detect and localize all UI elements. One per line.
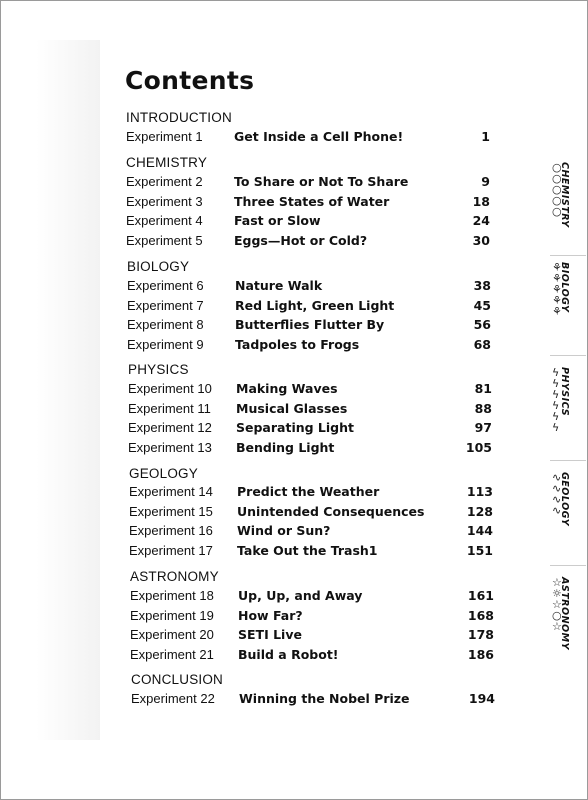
toc-entry [129,484,499,503]
section-heading: ASTRONOMY [130,569,219,584]
toc-entry [128,401,498,420]
tab-chemistry [548,160,588,250]
experiment-title: Red Light, Green Light [235,297,395,313]
experiment-number: Experiment 7 [127,297,204,313]
experiment-title: Musical Glasses [236,400,348,416]
toc-entry [128,440,498,459]
toc-entry [131,691,501,710]
experiment-number: Experiment 12 [128,420,212,436]
experiment-title: Predict the Weather [237,484,380,499]
toc-entry [126,194,496,213]
experiment-title: Separating Light [236,420,354,436]
section-heading: CHEMISTRY [126,155,208,170]
experiment-number: Experiment 16 [129,523,213,539]
tab-label: PHYSICS [559,367,570,417]
experiment-title: How Far? [238,607,303,623]
experiment-title: SETI Live [238,627,302,643]
page-number: 88 [474,400,492,416]
experiment-number: Experiment 17 [129,543,213,559]
experiment-title: Making Waves [236,381,338,396]
experiment-number: Experiment 10 [128,381,212,396]
mountain-icon: ∿∿∿∿ [552,471,562,517]
experiment-number: Experiment 11 [128,400,211,416]
experiment-title: Three States of Water [234,193,390,209]
experiment-title: Winning the Nobel Prize [239,691,410,706]
experiment-title: Butterflies Flutter By [235,317,385,333]
experiment-title: Tadpoles to Frogs [235,337,360,353]
tab-physics [548,365,588,455]
experiment-title: Up, Up, and Away [238,588,363,603]
experiment-number: Experiment 9 [127,337,204,353]
page-number: 128 [466,503,493,519]
tab-divider [550,255,586,256]
experiment-number: Experiment 21 [130,647,214,663]
page-number: 97 [474,420,492,436]
toc-entry [126,174,496,193]
experiment-title: Nature Walk [235,278,323,293]
toc-entry [126,233,496,252]
toc-entry [127,298,497,317]
page-number: 1 [481,129,490,144]
page-number: 194 [468,691,495,706]
toc-entry [126,213,496,232]
molecule-icon: ○○○○○ [552,161,562,218]
section-heading: BIOLOGY [127,259,190,274]
experiment-number: Experiment 3 [126,193,203,209]
tab-label: CHEMISTRY [559,162,570,228]
page-title: Contents [125,66,255,95]
tab-label: GEOLOGY [559,472,570,526]
toc-entry [129,523,499,542]
page-number: 56 [473,317,491,333]
experiment-title: Get Inside a Cell Phone! [234,129,404,144]
toc-entry [130,608,500,627]
section-heading: INTRODUCTION [126,110,232,125]
star-icon: ☆☼☆○☆ [552,576,562,633]
page-number: 151 [466,543,493,559]
toc-entry [126,129,496,148]
page-number: 68 [473,337,491,353]
page-number: 178 [467,627,494,643]
toc-entry [129,504,499,523]
lightning-icon: ϟϟϟϟϟϟ [552,366,560,434]
experiment-number: Experiment 13 [128,440,212,456]
animal-icon: ⚘⚘⚘⚘⚘ [552,261,562,318]
experiment-title: Wind or Sun? [237,523,331,539]
section-heading: CONCLUSION [131,672,224,687]
toc-entry [129,543,499,562]
page-shadow [36,40,100,740]
experiment-number: Experiment 22 [131,691,215,706]
experiment-number: Experiment 8 [127,317,204,333]
experiment-number: Experiment 4 [126,213,203,229]
tab-astronomy [548,575,588,665]
experiment-title: Unintended Consequences [237,503,425,519]
toc-entry [127,317,497,336]
experiment-number: Experiment 2 [126,174,203,189]
experiment-number: Experiment 5 [126,233,203,249]
toc-entry [127,278,497,297]
section-heading: GEOLOGY [129,466,198,481]
page-number: 144 [466,523,493,539]
page-number: 45 [473,297,491,313]
experiment-number: Experiment 19 [130,607,214,623]
experiment-title: Build a Robot! [238,647,339,663]
toc-entry [128,381,498,400]
page-number: 81 [474,381,492,396]
experiment-number: Experiment 18 [130,588,214,603]
page-number: 168 [467,607,494,623]
experiment-title: Take Out the Trash1 [237,543,378,559]
tab-divider [550,355,586,356]
experiment-title: Eggs—Hot or Cold? [234,233,368,249]
tab-label: BIOLOGY [559,262,570,313]
tab-biology [548,260,588,350]
tab-divider [550,565,586,566]
page-number: 161 [467,588,494,603]
page-number: 18 [472,193,490,209]
experiment-number: Experiment 20 [130,627,214,643]
tab-label: ASTRONOMY [559,577,570,650]
page-number: 24 [472,213,490,229]
experiment-number: Experiment 15 [129,503,213,519]
experiment-title: Fast or Slow [234,213,321,229]
page-number: 113 [466,484,493,499]
experiment-title: To Share or Not To Share [234,174,409,189]
section-tabs [548,100,588,660]
tab-divider [550,460,586,461]
toc-entry [130,627,500,646]
toc-entry [127,337,497,356]
page-number: 30 [472,233,490,249]
toc-entry [130,647,500,666]
experiment-number: Experiment 1 [126,129,203,144]
section-heading: PHYSICS [128,362,189,377]
page-number: 186 [467,647,494,663]
page-number: 38 [473,278,491,293]
experiment-number: Experiment 14 [129,484,213,499]
experiment-title: Bending Light [236,440,335,456]
page-number: 105 [465,440,492,456]
tab-geology [548,470,588,560]
toc-entry [128,420,498,439]
experiment-number: Experiment 6 [127,278,204,293]
page-number: 9 [481,174,490,189]
toc-entry [130,588,500,607]
